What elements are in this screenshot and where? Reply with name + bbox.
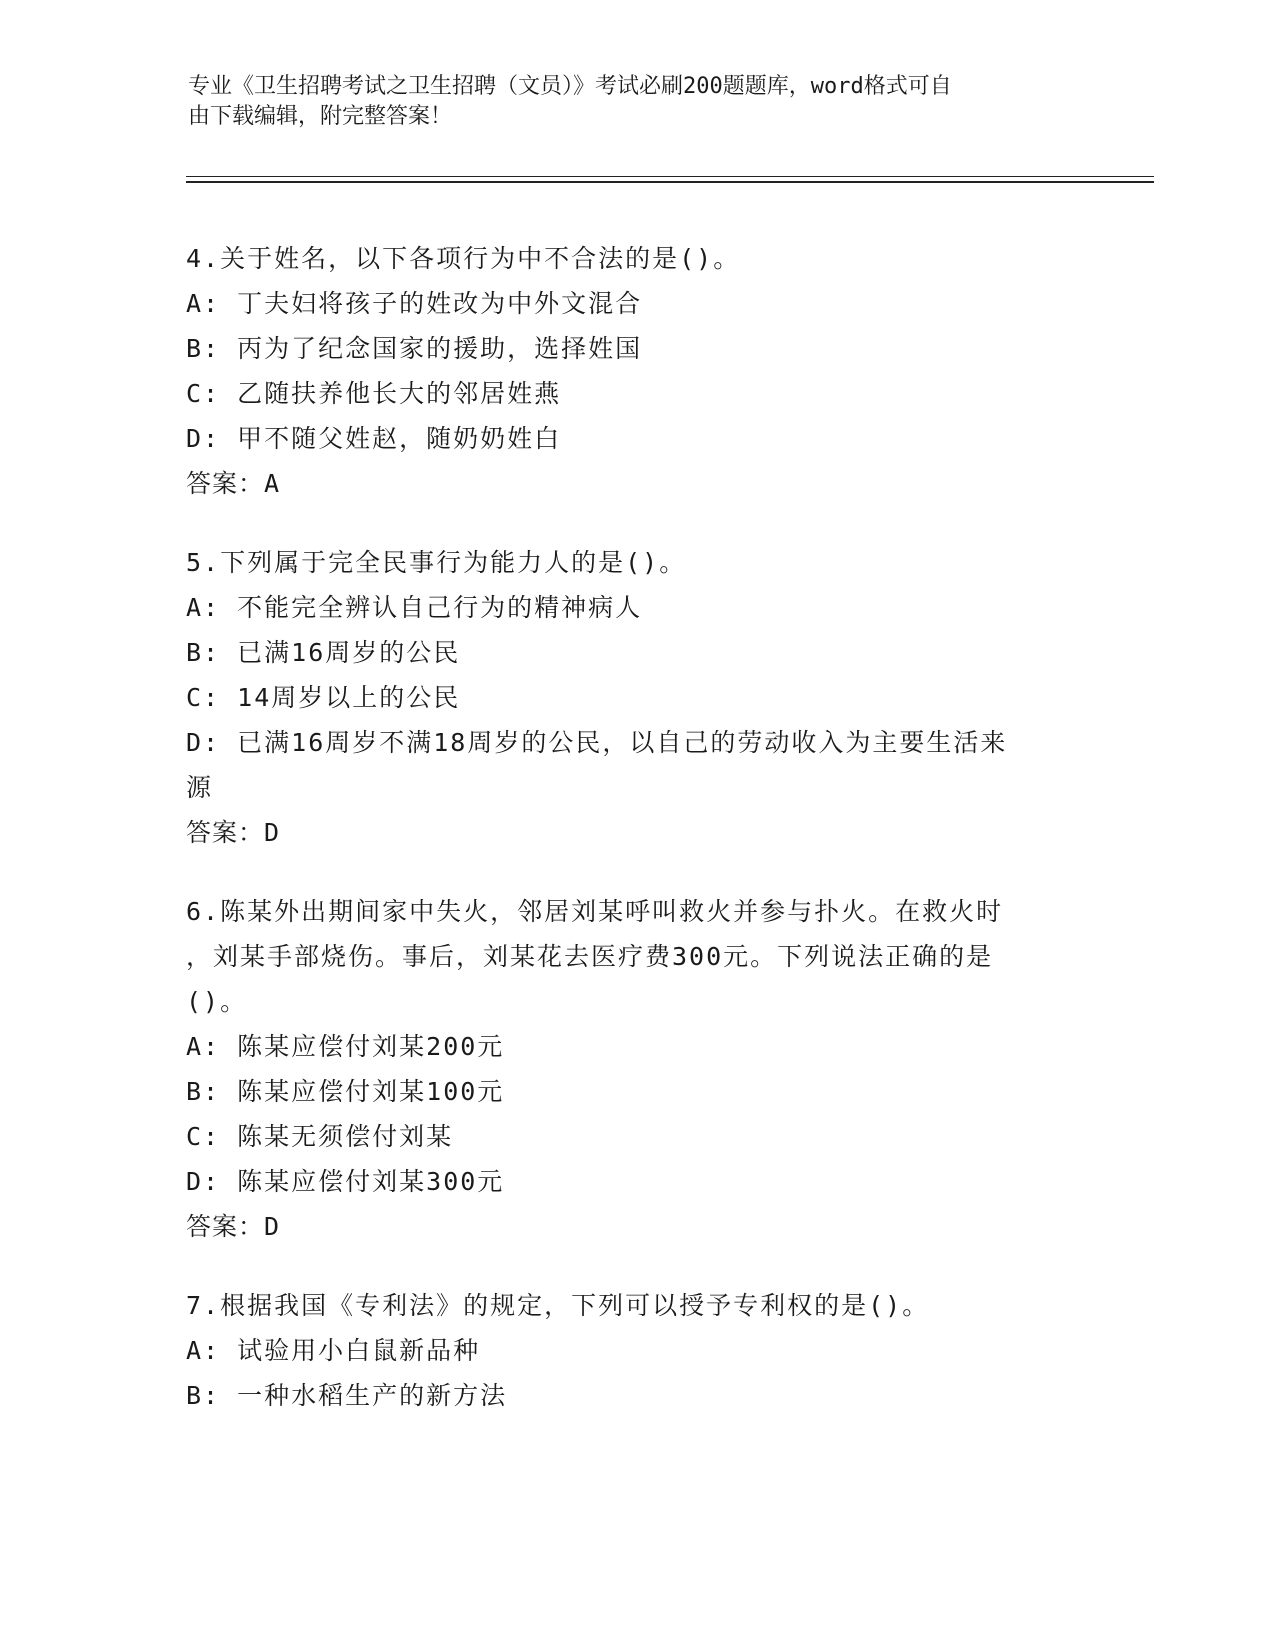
question-stem: 4.关于姓名，以下各项行为中不合法的是()。 <box>186 244 741 273</box>
option-a: A: 试验用小白鼠新品种 <box>186 1336 481 1365</box>
question-4 <box>186 236 1086 506</box>
header-rule-thin <box>186 176 1154 177</box>
header-rule-thick <box>186 181 1154 183</box>
option-a: A: 陈某应偿付刘某200元 <box>186 1032 505 1061</box>
option-d-continued: 源 <box>186 773 214 802</box>
question-stem-line-3: ()。 <box>186 987 248 1016</box>
question-stem: 5.下列属于完全民事行为能力人的是()。 <box>186 548 687 577</box>
option-a: A: 不能完全辨认自己行为的精神病人 <box>186 593 643 622</box>
option-b: B: 陈某应偿付刘某100元 <box>186 1077 505 1106</box>
question-6 <box>186 889 1086 1249</box>
question-list <box>186 236 1086 1452</box>
option-b: B: 丙为了纪念国家的援助，选择姓国 <box>186 334 643 363</box>
question-stem-line-2: ，刘某手部烧伤。事后，刘某花去医疗费300元。下列说法正确的是 <box>186 942 994 971</box>
answer: 答案：D <box>186 1212 281 1241</box>
option-c: C: 陈某无须偿付刘某 <box>186 1122 454 1151</box>
option-c: C: 14周岁以上的公民 <box>186 683 461 712</box>
option-d: D: 已满16周岁不满18周岁的公民，以自己的劳动收入为主要生活来 <box>186 728 1008 757</box>
document-header <box>188 72 1068 132</box>
question-7 <box>186 1283 1086 1418</box>
option-b: B: 一种水稻生产的新方法 <box>186 1381 508 1410</box>
option-b: B: 已满16周岁的公民 <box>186 638 461 667</box>
header-line-1: 专业《卫生招聘考试之卫生招聘（文员）》考试必刷200题题库，word格式可自 <box>188 74 952 99</box>
option-c: C: 乙随扶养他长大的邻居姓燕 <box>186 379 562 408</box>
answer: 答案：A <box>186 469 281 498</box>
header-line-2: 由下载编辑，附完整答案！ <box>188 104 453 129</box>
option-a: A: 丁夫妇将孩子的姓改为中外文混合 <box>186 289 643 318</box>
question-stem: 7.根据我国《专利法》的规定，下列可以授予专利权的是()。 <box>186 1291 930 1320</box>
question-5 <box>186 540 1086 855</box>
answer: 答案：D <box>186 818 281 847</box>
option-d: D: 甲不随父姓赵，随奶奶姓白 <box>186 424 562 453</box>
option-d: D: 陈某应偿付刘某300元 <box>186 1167 505 1196</box>
question-stem-line-1: 6.陈某外出期间家中失火，邻居刘某呼叫救火并参与扑火。在救火时 <box>186 897 1004 926</box>
